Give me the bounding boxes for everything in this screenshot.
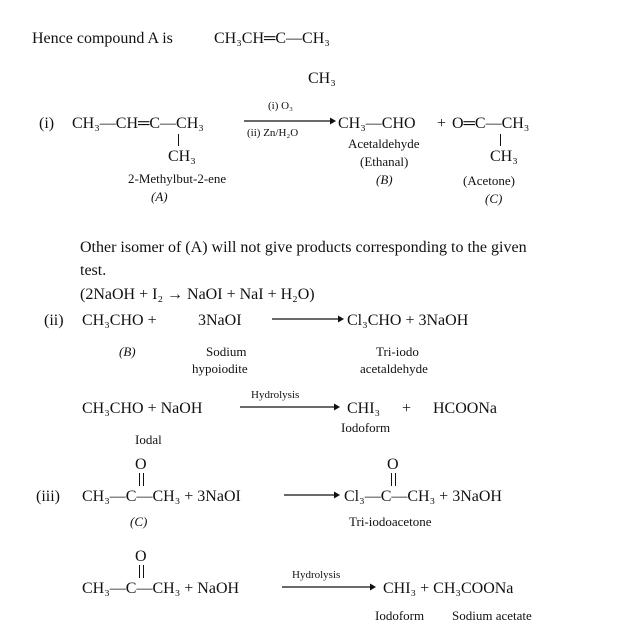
eq5-product-name-1: Iodoform xyxy=(375,608,425,623)
eq4-product-double-bond-left xyxy=(391,473,392,486)
eq4-number: (iii) xyxy=(36,488,60,505)
eq5-product: CHI₃ + CH₃COONa xyxy=(383,580,514,597)
eq2-reagent: 3NaOI xyxy=(198,312,242,329)
eq2-reagent-name: Sodium xyxy=(206,344,247,359)
eq2-number: (ii) xyxy=(44,312,64,329)
eq1-condition-bottom: (ii) Zn/H₂O xyxy=(247,127,299,139)
eq1-plus: + xyxy=(437,115,447,132)
eq2-reagent-name-2: hypoiodite xyxy=(192,361,248,376)
eq2-product-name: Tri-iodo xyxy=(376,344,419,359)
eq1-product1-letter: (B) xyxy=(376,172,393,187)
eq1-reactant-name: 2-Methylbut-2-ene xyxy=(128,171,227,186)
eq1-product2: O═C—CH₃ xyxy=(452,115,530,132)
note-equation: (2NaOH + I₂ → NaOI + NaI + H₂O) xyxy=(80,286,315,303)
eq5-oxygen: O xyxy=(135,548,147,565)
eq5-arrow xyxy=(282,583,376,591)
intro-text: Hence compound A is xyxy=(32,30,173,47)
eq4-product-name: Tri-iodoacetone xyxy=(349,514,432,529)
eq5-double-bond-left xyxy=(139,565,140,578)
eq3-product1-name: Iodoform xyxy=(341,420,391,435)
eq3-condition: Hydrolysis xyxy=(251,389,300,401)
eq2-reactant-letter: (B) xyxy=(119,344,136,359)
eq1-product1-alt-name: (Ethanal) xyxy=(360,154,409,169)
eq3-product2: HCOONa xyxy=(433,400,497,417)
eq4-product-double-bond-right xyxy=(395,473,396,486)
eq1-number: (i) xyxy=(39,115,55,132)
eq1-product1: CH₃—CHO xyxy=(338,115,416,132)
eq5-reactant: CH₃—C—CH₃ + NaOH xyxy=(82,580,240,597)
eq3-arrow xyxy=(240,403,340,411)
eq5-double-bond-right xyxy=(143,565,144,578)
intro-branch: CH₃ xyxy=(308,70,336,87)
eq1-arrow xyxy=(244,117,336,125)
eq4-double-bond-left xyxy=(139,473,140,486)
eq1-product2-branch: CH₃ xyxy=(490,148,518,165)
eq4-arrow xyxy=(284,491,340,499)
eq4-reactant-letter: (C) xyxy=(130,514,148,529)
eq5-condition: Hydrolysis xyxy=(292,569,341,581)
note-line-2: test. xyxy=(80,262,107,279)
eq5-product-name-2: Sodium acetate xyxy=(452,608,532,623)
eq1-reactant-letter: (A) xyxy=(151,189,168,204)
eq3-reactant-name: Iodal xyxy=(135,432,162,447)
eq4-product-oxygen: O xyxy=(387,456,399,473)
eq1-product1-name: Acetaldehyde xyxy=(348,136,420,151)
eq4-oxygen: O xyxy=(135,456,147,473)
eq2-arrow xyxy=(272,315,344,323)
eq3-reactant: CH₃CHO + NaOH xyxy=(82,400,203,417)
eq1-product2-bond xyxy=(500,134,501,146)
note-line-1: Other isomer of (A) will not give products corresponding to the given xyxy=(80,239,527,256)
eq1-product2-name: (Acetone) xyxy=(463,173,515,188)
intro-formula: CH₃CH═C‒‒CH₃ xyxy=(214,30,330,47)
eq4-double-bond-right xyxy=(143,473,144,486)
eq1-condition-top: (i) O₃ xyxy=(268,100,293,112)
eq4-reactant: CH₃—C—CH₃ + 3NaOI xyxy=(82,488,241,505)
eq3-product1: CHI₃ xyxy=(347,400,381,417)
eq1-reactant-branch: CH₃ xyxy=(168,148,196,165)
eq1-reactant: CH₃—CH═C—CH₃ xyxy=(72,115,204,132)
eq2-reactant: CH₃CHO + xyxy=(82,312,157,329)
eq3-plus: + xyxy=(402,400,412,417)
eq4-product: Cl₃—C—CH₃ + 3NaOH xyxy=(344,488,502,505)
eq2-product-name-2: acetaldehyde xyxy=(360,361,428,376)
eq1-product2-letter: (C) xyxy=(485,191,503,206)
eq2-product: Cl₃CHO + 3NaOH xyxy=(347,312,469,329)
eq1-reactant-bond xyxy=(178,134,179,146)
